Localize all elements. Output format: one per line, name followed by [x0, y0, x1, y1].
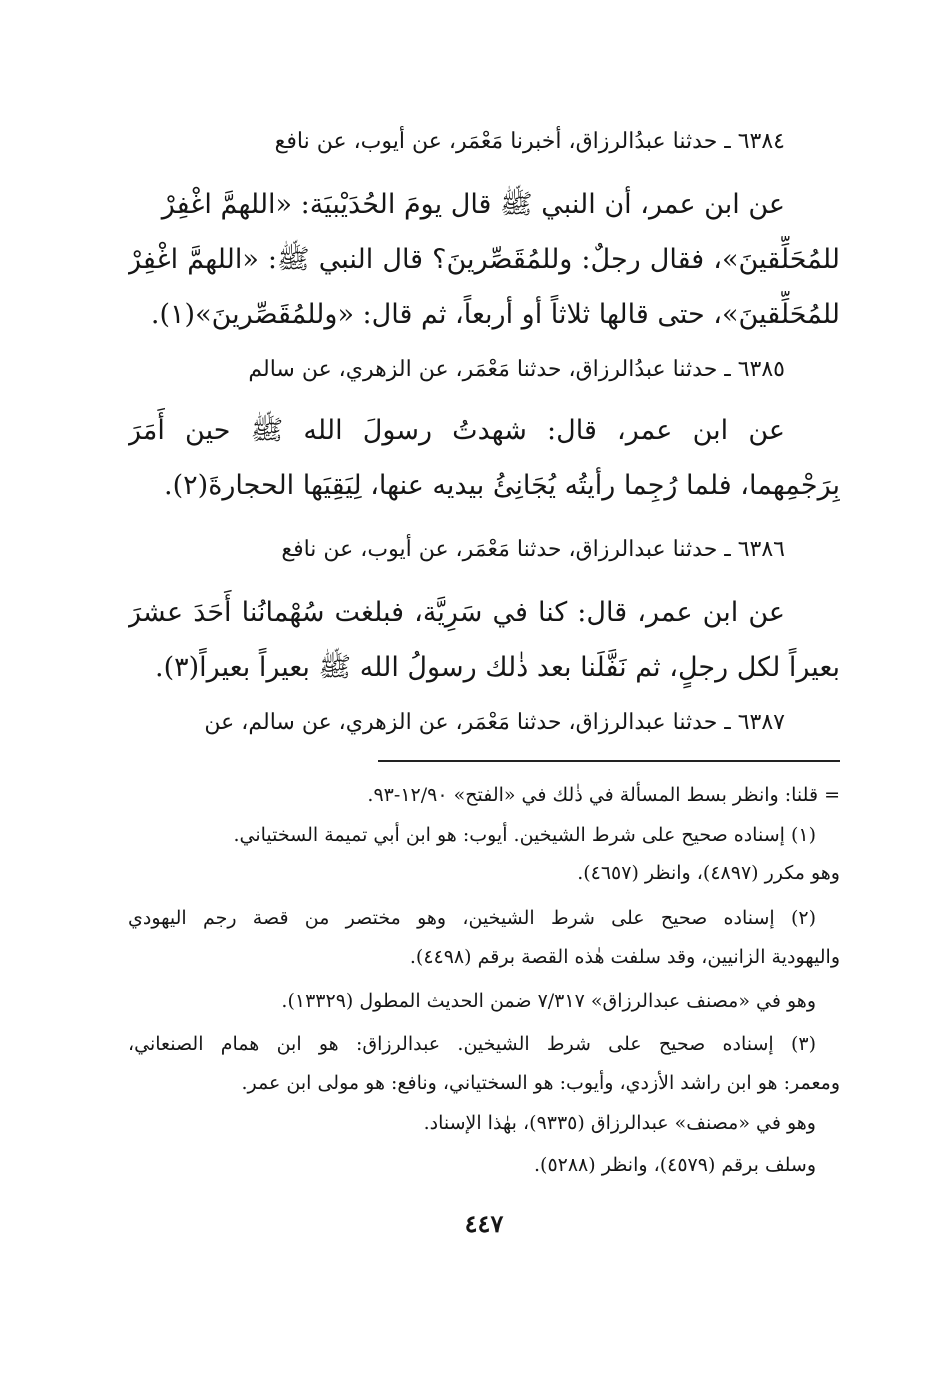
footnote-line: واليهودية الزانيين، وقد سلفت هٰذه القصة برقم (٤٤٩٨).: [409, 946, 840, 968]
footnote-line: (١) إسناده صحيح على شرط الشيخين. أيوب: هو ابن أبي تميمة السختياني.: [233, 824, 816, 846]
hadith-header: ٦٣٨٦ ـ حدثنا عبدالرزاق، حدثنا مَعْمَر، عن أيوب، عن نافع: [281, 537, 785, 562]
hadith-text-line: بعيراً لكل رجلٍ، ثم نَفَّلَنا بعد ذٰلك رسولُ الله ﷺ بعيراً بعيراً(٣).: [155, 652, 840, 683]
hadith-header: ٦٣٨٤ ـ حدثنا عبدُالرزاق، أخبرنا مَعْمَر، عن أيوب، عن نافع: [274, 129, 785, 154]
hadith-header: ٦٣٨٧ ـ حدثنا عبدالرزاق، حدثنا مَعْمَر، عن الزهري، عن سالم، عن: [204, 710, 785, 735]
footnote-separator: [378, 760, 840, 762]
footnote-line: وهو مكرر (٤٨٩٧)، وانظر (٤٦٥٧).: [577, 862, 840, 884]
hadith-text-line: للمُحَلِّقينَ»، فقال رجلٌ: وللمُقَصِّرينَ؟ قال النبي ﷺ: «اللهمَّ اغْفِرْ: [128, 244, 840, 275]
hadith-text-line: عن ابن عمر، أن النبي ﷺ قال يومَ الحُدَيْبيَة: «اللهمَّ اغْفِرْ: [161, 189, 785, 220]
footnote-line: وهو في «مصنف عبدالرزاق» ٧/٣١٧ ضمن الحديث المطول (١٣٣٢٩).: [281, 990, 816, 1012]
hadith-header: ٦٣٨٥ ـ حدثنا عبدُالرزاق، حدثنا مَعْمَر، عن الزهري، عن سالم: [248, 357, 785, 382]
footnote-line: وهو في «مصنف» عبدالرزاق (٩٣٣٥)، بهٰذا الإسناد.: [423, 1112, 816, 1134]
book-page: [128, 0, 840, 1374]
footnote-line: ومعمر: هو ابن راشد الأزدي، وأيوب: هو السختياني، ونافع: هو مولى ابن عمر.: [241, 1072, 840, 1094]
footnote-line: وسلف برقم (٤٥٧٩)، وانظر (٥٢٨٨).: [533, 1154, 816, 1176]
footnote-line: (٢) إسناده صحيح على شرط الشيخين، وهو مختصر من قصة رجم اليهودي: [128, 907, 816, 929]
hadith-text-line: عن ابن عمر، قال: كنا في سَرِيَّة، فبلغت سُهْمانُنا أَحَدَ عشرَ: [128, 597, 785, 628]
page-number: ٤٤٧: [464, 1209, 504, 1238]
footnote-line: (٣) إسناده صحيح على شرط الشيخين. عبدالرزاق: هو ابن همام الصنعاني،: [128, 1033, 816, 1055]
hadith-text-line: عن ابن عمر، قال: شهدتُ رسولَ الله ﷺ حين أَمَرَ: [128, 415, 785, 446]
hadith-text-line: للمُحَلِّقينَ»، حتى قالها ثلاثاً أو أربعاً، ثم قال: «وللمُقَصِّرينَ»(١).: [150, 299, 840, 330]
footnote-line: = قلنا: وانظر بسط المسألة في ذٰلك في «الفتح» ١٢/٩٠-٩٣.: [367, 784, 840, 806]
hadith-text-line: بِرَجْمِهما، فلما رُجِما رأيتُه يُجَانِئُ بيديه عنها، لِيَقِيَها الحجارةَ(٢).: [164, 470, 840, 501]
